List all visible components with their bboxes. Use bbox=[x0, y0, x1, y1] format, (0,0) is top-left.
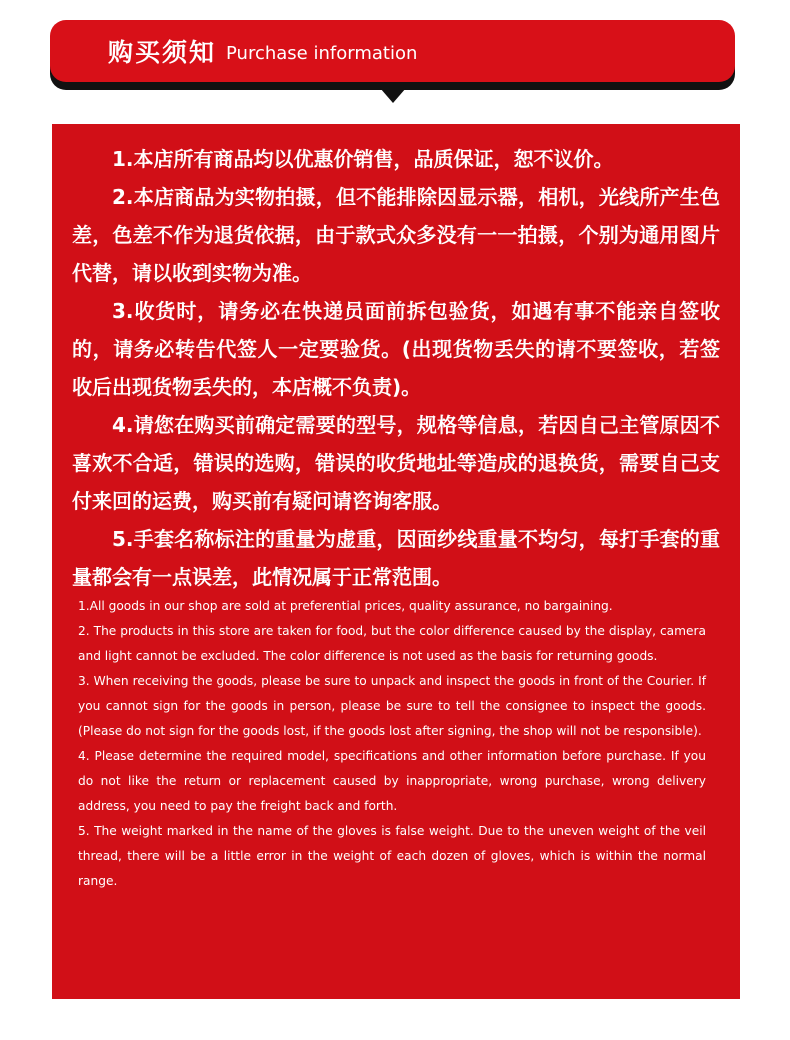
banner-title-en: Purchase information bbox=[226, 42, 418, 64]
notice-item-en-5: 5. The weight marked in the name of the gloves is false weight. Due to the uneven weight of the veil thread, there will be a little error in the weight of each dozen of gloves, which is within the normal range. bbox=[78, 824, 706, 888]
notice-item-en-4: 4. Please determine the required model, specifications and other information before purchase. If you do not like the return or replacement caused by inappropriate, wrong purchase, wrong delivery address, you need to pay the freight back and forth. bbox=[78, 749, 706, 813]
banner-pointer bbox=[380, 88, 406, 103]
header-banner bbox=[50, 20, 735, 102]
notice-item-zh-1: 1.本店所有商品均以优惠价销售，品质保证，恕不议价。 bbox=[112, 147, 614, 171]
notice-item-en-1: 1.All goods in our shop are sold at preferential prices, quality assurance, no bargaining. bbox=[78, 599, 613, 613]
banner-title-zh: 购买须知 bbox=[108, 38, 217, 67]
notice-item-zh-4: 4.请您在购买前确定需要的型号，规格等信息，若因自己主管原因不喜欢不合适，错误的选购，错误的收货地址等造成的退换货，需要自己支付来回的运费，购买前有疑问请咨询客服。 bbox=[72, 413, 720, 513]
banner-bar bbox=[50, 20, 735, 82]
notice-list-zh bbox=[72, 140, 720, 596]
notice-item-zh-5: 5.手套名称标注的重量为虚重，因面纱线重量不均匀，每打手套的重量都会有一点误差，此情况属于正常范围。 bbox=[72, 527, 720, 589]
notice-list-en bbox=[78, 594, 706, 894]
notice-item-en-3: 3. When receiving the goods, please be sure to unpack and inspect the goods in front of the Courier. If you cannot sign for the goods in person, please be sure to tell the consignee to inspect the goods. (Please do not sign for the goods lost, if the goods lost after signing, the shop will not be responsible). bbox=[78, 674, 706, 738]
notice-item-en-2: 2. The products in this store are taken for food, but the color difference caused by the display, camera and light cannot be excluded. The color difference is not used as the basis for returning goods. bbox=[78, 624, 706, 663]
notice-item-zh-3: 3.收货时，请务必在快递员面前拆包验货，如遇有事不能亲自签收的，请务必转告代签人一定要验货。(出现货物丢失的请不要签收，若签收后出现货物丢失的，本店概不负责)。 bbox=[72, 299, 720, 399]
notice-item-zh-2: 2.本店商品为实物拍摄，但不能排除因显示器，相机，光线所产生色差，色差不作为退货依据，由于款式众多没有一一拍摄，个别为通用图片代替，请以收到实物为准。 bbox=[72, 185, 720, 285]
notice-panel bbox=[52, 124, 740, 999]
